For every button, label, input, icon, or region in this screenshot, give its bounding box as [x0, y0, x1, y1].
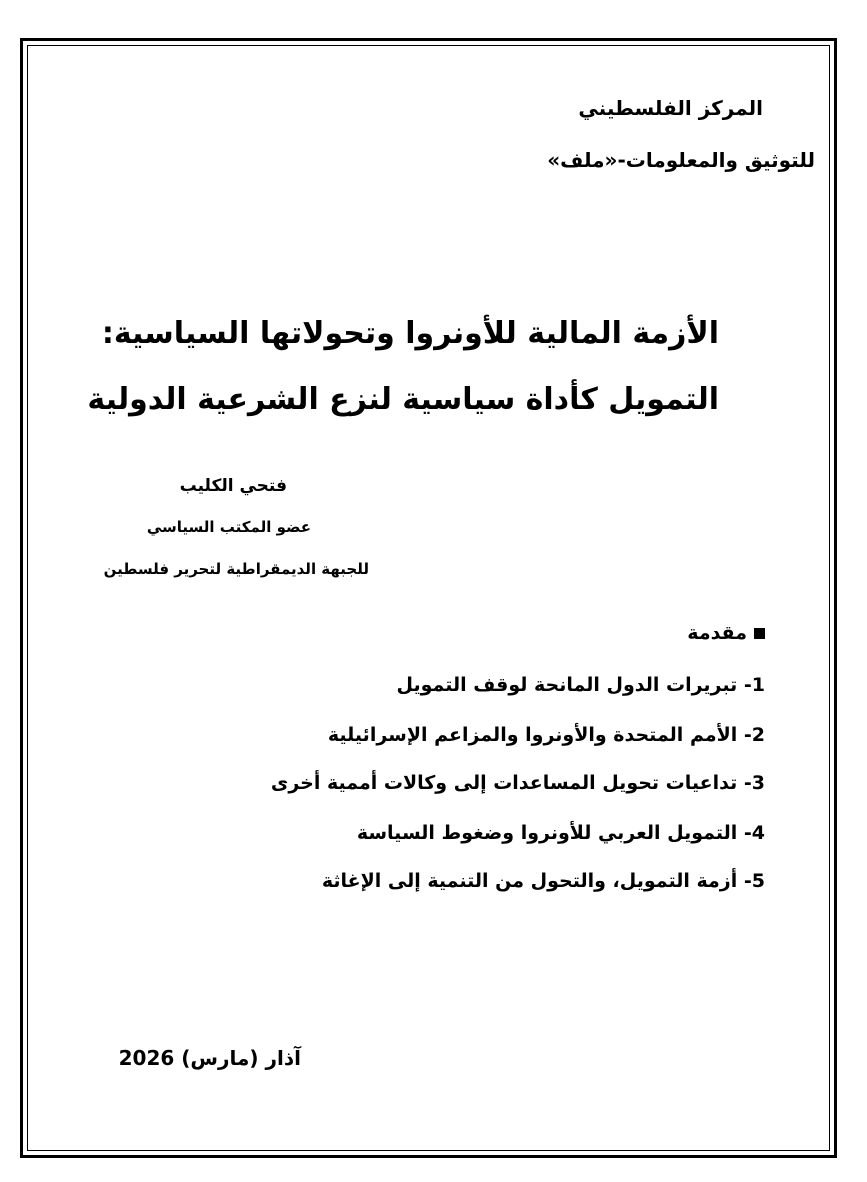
square-bullet-icon: [754, 628, 765, 639]
page-border-inner: [27, 45, 830, 1151]
toc-item: 2- الأمم المتحدة والأونروا والمزاعم الإسرائيلية: [327, 724, 765, 746]
author-affiliation: للجبهة الديمقراطية لتحرير فلسطين: [103, 560, 369, 578]
publication-date: آذار (مارس) 2026: [118, 1046, 301, 1070]
author-role: عضو المكتب السياسي: [146, 518, 311, 536]
toc-item: 1- تبريرات الدول المانحة لوقف التمويل: [396, 674, 765, 696]
author-name: فتحي الكليب: [179, 476, 287, 496]
toc-item: 3- تداعيات تحويل المساعدات إلى وكالات أممية أخرى: [270, 772, 765, 794]
org-name-line2: للتوثيق والمعلومات-«ملف»: [547, 148, 815, 172]
document-title-line2: التمويل كأداة سياسية لنزع الشرعية الدولية: [87, 382, 719, 417]
org-name-line1: المركز الفلسطيني: [578, 96, 763, 120]
toc-item: 5- أزمة التمويل، والتحول من التنمية إلى الإغاثة: [321, 870, 765, 892]
toc-intro: [687, 622, 765, 644]
page-border: [20, 38, 837, 1158]
toc-intro-label: مقدمة: [687, 622, 747, 644]
document-title-line1: الأزمة المالية للأونروا وتحولاتها السياسية:: [101, 316, 719, 351]
toc-item: 4- التمويل العربي للأونروا وضغوط السياسة: [356, 822, 765, 844]
